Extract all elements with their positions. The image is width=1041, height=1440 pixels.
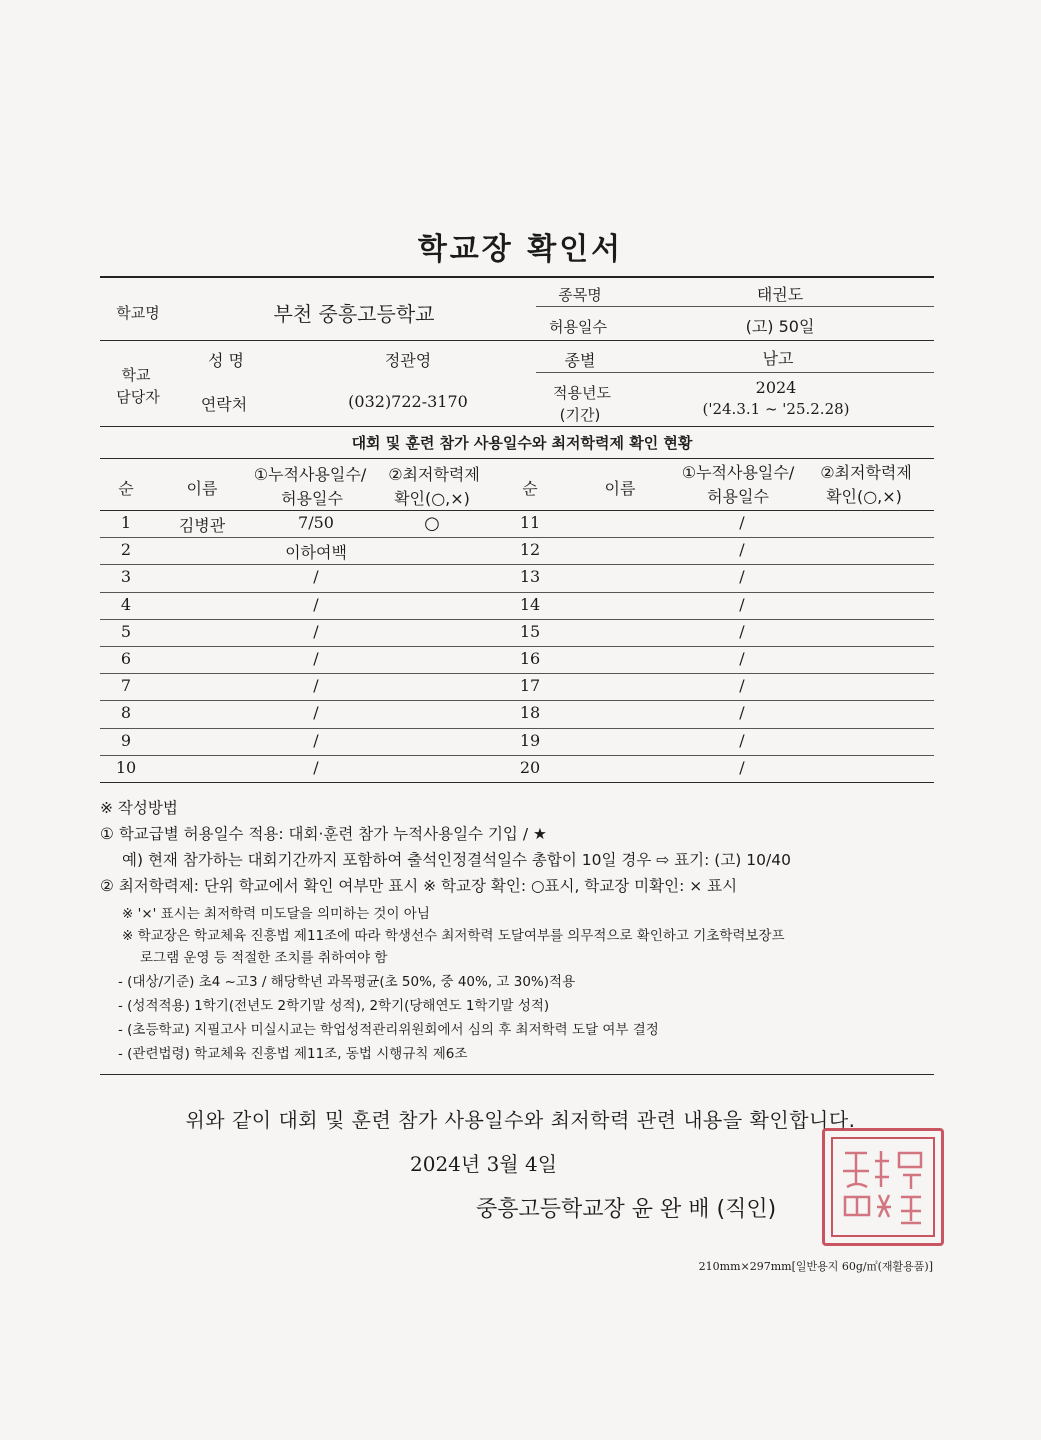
- event-value: 태권도: [756, 285, 804, 304]
- row-number: 12: [519, 540, 541, 560]
- paper-spec: 210mm×297mm[일반용지 60g/㎡(재활용품)]: [698, 1260, 933, 1273]
- table-section-title: 대회 및 훈련 참가 사용일수와 최저학력제 확인 현황: [351, 434, 693, 452]
- usage-days: /: [739, 649, 745, 668]
- gender-label: 종별: [564, 351, 596, 370]
- usage-days: /: [739, 703, 745, 723]
- info-divider: [536, 372, 934, 373]
- row-divider: [100, 673, 934, 674]
- seal-pattern: [825, 1131, 941, 1243]
- contact-label: 연락처: [200, 395, 248, 414]
- row-number: 18: [519, 703, 541, 723]
- row-number: 10: [115, 757, 137, 777]
- note-line-9: - (초등학교) 지필고사 미실시교는 학업성적관리위원회에서 심의 후 최저학력 도달 여부 결정: [118, 1022, 659, 1038]
- row-number: 5: [120, 621, 132, 641]
- header-name-right: 이름: [604, 479, 636, 498]
- header-days-right-1: ①누적사용일수/: [681, 463, 795, 482]
- usage-days: /: [739, 540, 745, 560]
- note-line-8: - (성적적용) 1학기(전년도 2학기말 성적), 2학기(당해연도 1학기말 성적): [118, 998, 550, 1014]
- note-line-2: 예) 현재 참가하는 대회기간까지 포함하여 출석인정결석일수 총합이 10일 경우 ⇨ 표기: (고) 10/40: [122, 851, 791, 869]
- row-number: 17: [519, 676, 541, 696]
- row-divider: [100, 592, 934, 593]
- allowed-value: (고) 50일: [745, 317, 815, 336]
- usage-days: /: [739, 513, 745, 532]
- usage-days: /: [739, 621, 745, 641]
- row-divider: [100, 564, 934, 565]
- note-line-10: - (관련법령) 학교체육 진흥법 제11조, 동법 시행규칙 제6조: [118, 1046, 468, 1062]
- header-days-left-2: 허용일수: [281, 489, 343, 508]
- note-line-1: ① 학교급별 허용일수 적용: 대회·훈련 참가 누적사용일수 기입 / ★: [100, 825, 547, 843]
- header-min-right-1: ②최저학력제: [820, 463, 912, 482]
- row-number: 2: [120, 540, 132, 560]
- athlete-name: 김병관: [178, 516, 226, 535]
- year-value: 2024: [755, 378, 797, 397]
- header-no-right: 순: [522, 479, 538, 498]
- header-min-right-2: 확인(○,×): [826, 487, 902, 506]
- allowed-label: 허용일수: [549, 318, 607, 336]
- note-line-3: ② 최저학력제: 단위 학교에서 확인 여부만 표시 ※ 학교장 확인: ○표시, 학교장 미확인: × 표시: [100, 877, 738, 895]
- period-value: ('24.3.1 ~ '25.2.28): [702, 400, 850, 418]
- row-divider: [100, 537, 934, 538]
- row-divider: [100, 728, 934, 729]
- usage-days: /: [739, 594, 745, 614]
- row-number: 1: [120, 513, 132, 532]
- row-number: 8: [120, 703, 132, 723]
- usage-days: 이하여백: [285, 543, 347, 563]
- document-date: 2024년 3월 4일: [410, 1152, 558, 1176]
- footer-divider: [100, 1074, 934, 1075]
- row-divider: [100, 782, 934, 783]
- usage-days: /: [739, 730, 745, 750]
- header-no-left: 순: [118, 479, 134, 498]
- note-line-7: - (대상/기준) 초4 ~고3 / 해당학년 과목평균(초 50%, 중 40%, 고 30%)적용: [118, 974, 576, 990]
- row-divider: [100, 646, 934, 647]
- row-divider: [100, 619, 934, 620]
- usage-days: 7/50: [298, 513, 334, 532]
- official-seal-stamp: [822, 1128, 944, 1246]
- note-line-5: ※ 학교장은 학교체육 진흥법 제11조에 따라 학생선수 최저학력 도달여부를 의무적으로 확인하고 기초학력보장프: [122, 928, 785, 944]
- event-label: 종목명: [558, 286, 602, 304]
- header-min-left-1: ②최저학력제: [388, 465, 480, 484]
- row-number: 9: [120, 730, 132, 750]
- min-academic-check: ○: [424, 513, 440, 534]
- staff-label-1: 학교: [121, 366, 151, 384]
- header-days-left-1: ①누적사용일수/: [253, 465, 367, 484]
- usage-days: /: [313, 649, 319, 668]
- usage-days: /: [313, 757, 319, 777]
- header-min-left-2: 확인(○,×): [394, 489, 470, 508]
- row-divider: [100, 700, 934, 701]
- school-label: 학교명: [116, 304, 160, 322]
- row-number: 4: [120, 594, 132, 614]
- row-number: 7: [120, 676, 132, 696]
- year-label-1: 적용년도: [553, 384, 611, 402]
- row-number: 14: [519, 594, 541, 614]
- row-number: 3: [120, 567, 132, 587]
- table-top-border: [100, 458, 934, 459]
- usage-days: /: [313, 594, 319, 614]
- header-name-left: 이름: [186, 479, 218, 498]
- row-number: 19: [519, 730, 541, 750]
- usage-days: /: [313, 703, 319, 723]
- document-title: 학교장 확인서: [417, 232, 624, 267]
- info-top-border: [100, 276, 934, 278]
- usage-days: /: [739, 676, 745, 696]
- name-value: 정관영: [384, 351, 432, 370]
- row-number: 6: [120, 649, 132, 668]
- info-bottom-border: [100, 426, 934, 427]
- note-line-6: 로그램 운영 등 적절한 조치를 취하여야 함: [140, 950, 388, 966]
- row-divider: [100, 755, 934, 756]
- name-label: 성 명: [208, 351, 244, 370]
- row-number: 20: [519, 757, 541, 777]
- usage-days: /: [739, 757, 745, 777]
- usage-days: /: [313, 730, 319, 750]
- notes-heading: ※ 작성방법: [100, 799, 178, 817]
- usage-days: /: [739, 567, 745, 587]
- info-divider: [100, 340, 934, 341]
- row-number: 15: [519, 621, 541, 641]
- school-value: 부천 중흥고등학교: [273, 302, 435, 326]
- row-number: 11: [519, 513, 541, 532]
- usage-days: /: [313, 567, 319, 587]
- info-divider: [536, 306, 934, 307]
- usage-days: /: [313, 676, 319, 696]
- year-label-2: (기간): [559, 406, 601, 424]
- note-line-4: ※ '×' 표시는 최저학력 미도달을 의미하는 것이 아님: [122, 906, 430, 922]
- confirmation-statement: 위와 같이 대회 및 훈련 참가 사용일수와 최저학력 관련 내용을 확인합니다.: [185, 1108, 856, 1132]
- header-days-right-2: 허용일수: [707, 487, 769, 506]
- principal-signature-line: 중흥고등학교장 윤 완 배 (직인): [476, 1197, 777, 1222]
- row-number: 16: [519, 649, 541, 668]
- contact-value: (032)722-3170: [348, 392, 468, 411]
- gender-value: 남고: [762, 349, 794, 368]
- usage-days: /: [313, 621, 319, 641]
- row-number: 13: [519, 567, 541, 587]
- header-bottom-border: [100, 510, 934, 511]
- staff-label-2: 담당자: [116, 388, 160, 406]
